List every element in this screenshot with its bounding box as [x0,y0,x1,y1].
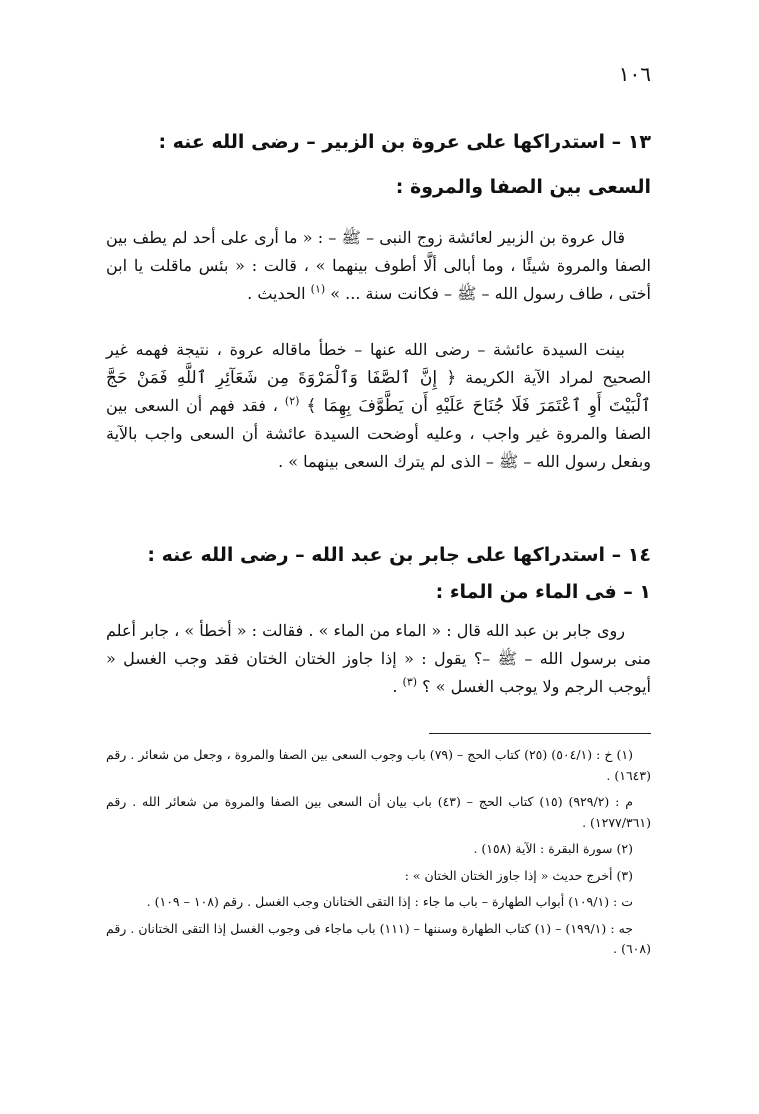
section-13-para-2-text-b: ، فقد فهم أن السعى بين الصفا والمروة غير واجب ، وعليه أوضحت السيدة عائشة أن السعى واجب بالآية وبفعل رسول الله – ﷺ – الذى لم يترك السعى بينهما » . [106,396,651,471]
section-13-subheading-block [106,173,651,201]
section-14-paragraph-1 [106,617,651,701]
section-13-para-1-end: الحديث . [247,284,306,303]
section-14-para-1-text: روى جابر بن عبد الله قال : « الماء من الماء » . فقالت : « أخطأ » ، جابر أعلم منى برسول الله – ﷺ –؟ يقول : « إذا جاوز الختان الختان فقد وجب الغسل « أيوجب الرجم ولا يوجب الغسل » ؟ [106,621,651,696]
footnote-3-ibn-majah: جه : (١٩٩/١) – (١) كتاب الطهارة وسننها – (١١١) باب ماجاء فى وجوب الغسل إذا التقى الختانان . رقم (٦٠٨) . [106,920,651,956]
page-number: ١٠٦ [618,62,651,86]
footnote-1-continued: م : (٩٢٩/٢) (١٥) كتاب الحج – (٤٣) باب بيان أن السعى بين الصفا والمروة من شعائر الله . رقم (١٢٧٧/٣٦١) . [106,794,651,830]
section-13-paragraph-1 [106,224,651,308]
footnote-1: (١) خ : (٥٠٤/١) (٢٥) كتاب الحج – (٧٩) باب وجوب السعى بين الصفا والمروة ، وجعل من شعائر . رقم (١٦٤٣) . [106,747,651,783]
footnotes [106,745,651,966]
footnote-3-tirmidhi: ت : (١٠٩/١) أبواب الطهارة – باب ما جاء : إذا التقى الختانان وجب الغسل . رقم (١٠٨ – ١٠٩) . [146,894,633,909]
section-14-heading-block [106,541,651,569]
footnote-2: (٢) سورة البقرة : الآية (١٥٨) . [473,841,633,856]
section-13-heading: ١٣ – استدراكها على عروة بن الزبير – رضى الله عنه : [158,131,651,153]
section-13-para-1-text: قال عروة بن الزبير لعائشة زوج النبى – ﷺ – : « ما أرى على أحد لم يطف بين الصفا والمروة شيئًا ، وما أبالى ألَّا أطوف بينهما » ، قالت : « بئس ماقلت يا ابن أختى ، طاف رسول الله – ﷺ – فكانت سنة ... » [106,228,651,303]
section-13-subheading: السعى بين الصفا والمروة : [395,176,651,198]
footnote-separator [429,733,651,734]
footnote-ref-3: (٣) [402,675,418,689]
section-14-subheading-block [106,578,651,606]
footnote-3: (٣) أخرج حديث « إذا جاوز الختان الختان » : [404,867,633,883]
footnote-ref-2: (٢) [284,394,300,408]
section-13-paragraph-2 [106,336,651,476]
section-14-subheading: ١ – فى الماء من الماء : [435,581,651,603]
quran-verse: ﴿ إِنَّ ٱلصَّفَا وَٱلْمَرْوَةَ مِن شَعَآئِرِ ٱللَّهِ فَمَنْ حَجَّ ٱلْبَيْتَ أَوِ ٱعْتَمَرَ فَلَا جُنَاحَ عَلَيْهِ أَن يَطَّوَّفَ بِهِمَا ﴾ [106,368,651,416]
section-14-heading: ١٤ – استدراكها على جابر بن عبد الله – رضى الله عنه : [147,544,651,566]
section-13-para-2-text-a: بينت السيدة عائشة – رضى الله عنها – خطأ ماقاله عروة ، نتيجة فهمه غير الصحيح لمراد الآية الكريمة [106,340,651,387]
section-13-heading-block [106,128,651,156]
section-14-para-1-end: . [392,677,398,696]
footnote-ref-1: (١) [310,282,326,296]
